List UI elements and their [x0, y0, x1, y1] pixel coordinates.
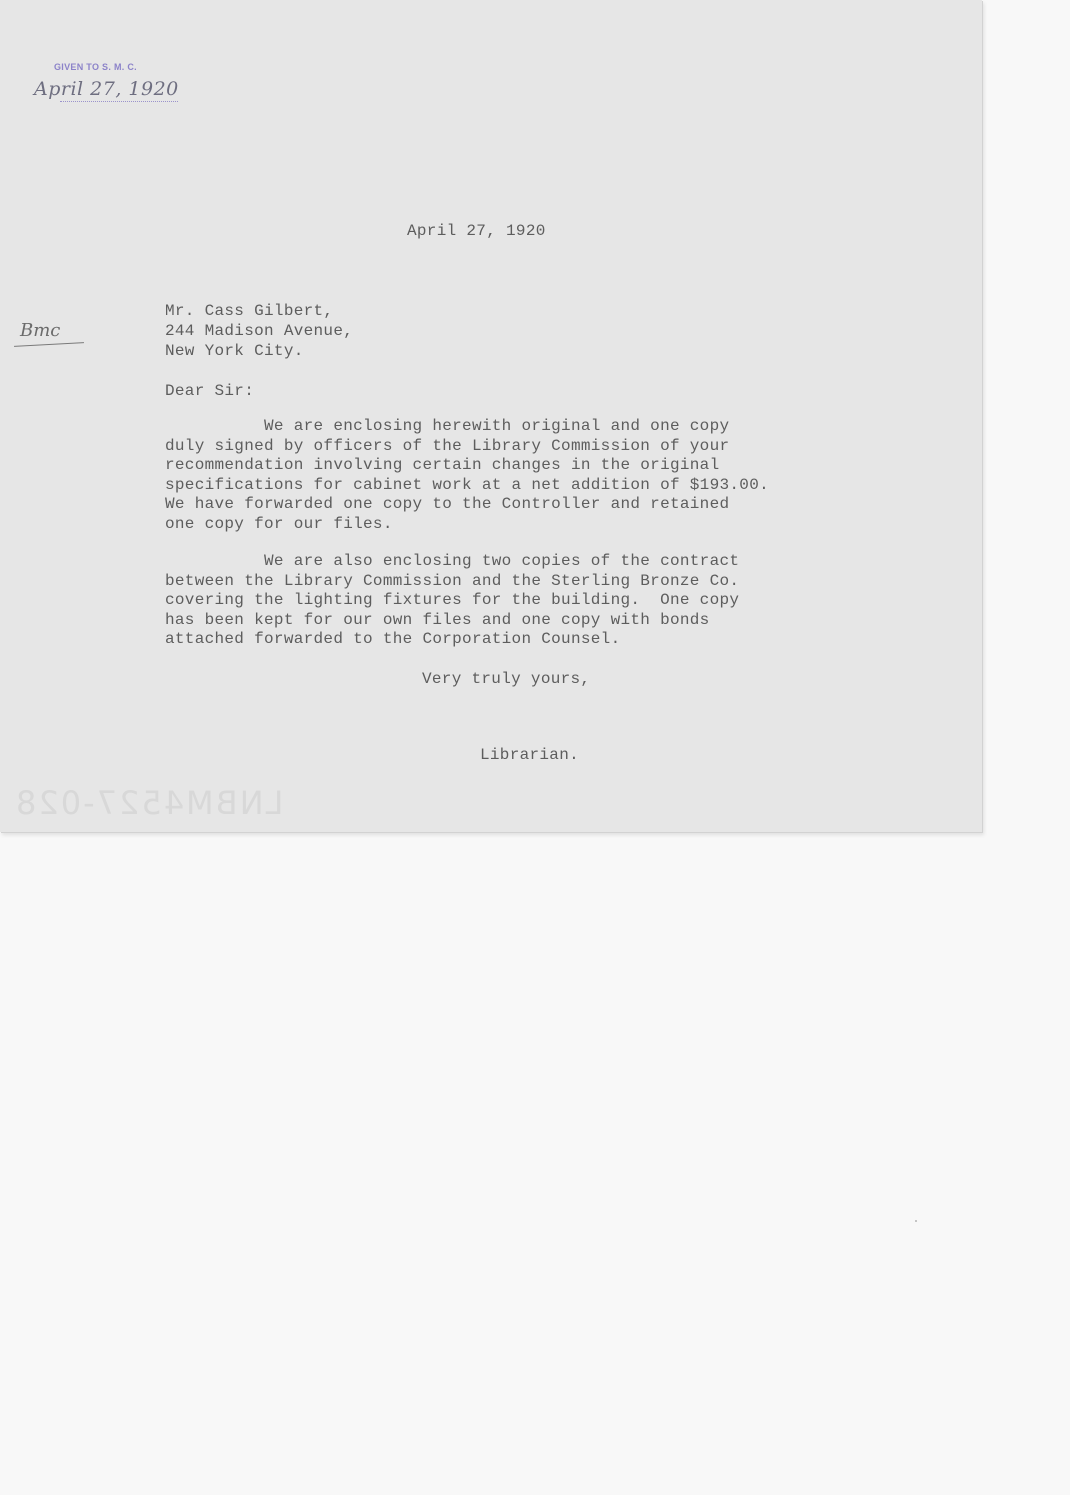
margin-initials: Bmc	[20, 320, 61, 341]
paragraph-enclosure-recommendation: We are enclosing herewith original and one copy duly signed by officers of the Library Commission of your recommendation involving certain changes in the original specifications for cabinet work at a net addition of $193.00. We have forwarded one copy to the Controller and retained one copy for our files.	[165, 417, 769, 533]
letter-date: April 27, 1920	[407, 222, 546, 240]
closing: Very truly yours,	[422, 670, 591, 688]
salutation: Dear Sir:	[165, 382, 255, 400]
recipient-name: Mr. Cass Gilbert,	[165, 302, 334, 320]
recipient-street: 244 Madison Avenue,	[165, 322, 354, 340]
archive-number-bleedthrough: LNBM4527-028	[14, 784, 284, 822]
stamp-underline	[60, 101, 178, 102]
received-stamp-label: GIVEN TO S. M. C.	[54, 62, 137, 72]
margin-initials-underline	[14, 342, 84, 347]
received-stamp-date: April 27, 1920	[34, 78, 179, 100]
paragraph-enclosure-contract: We are also enclosing two copies of the contract between the Library Commission and the Sterling Bronze Co. covering the lighting fixtures for the building. One copy has been kept for our own files and one copy with bonds attached forwarded to the Corporation Counsel.	[165, 552, 740, 648]
recipient-city: New York City.	[165, 342, 304, 360]
signature-title: Librarian.	[480, 746, 580, 764]
paper-speck	[915, 1220, 917, 1222]
